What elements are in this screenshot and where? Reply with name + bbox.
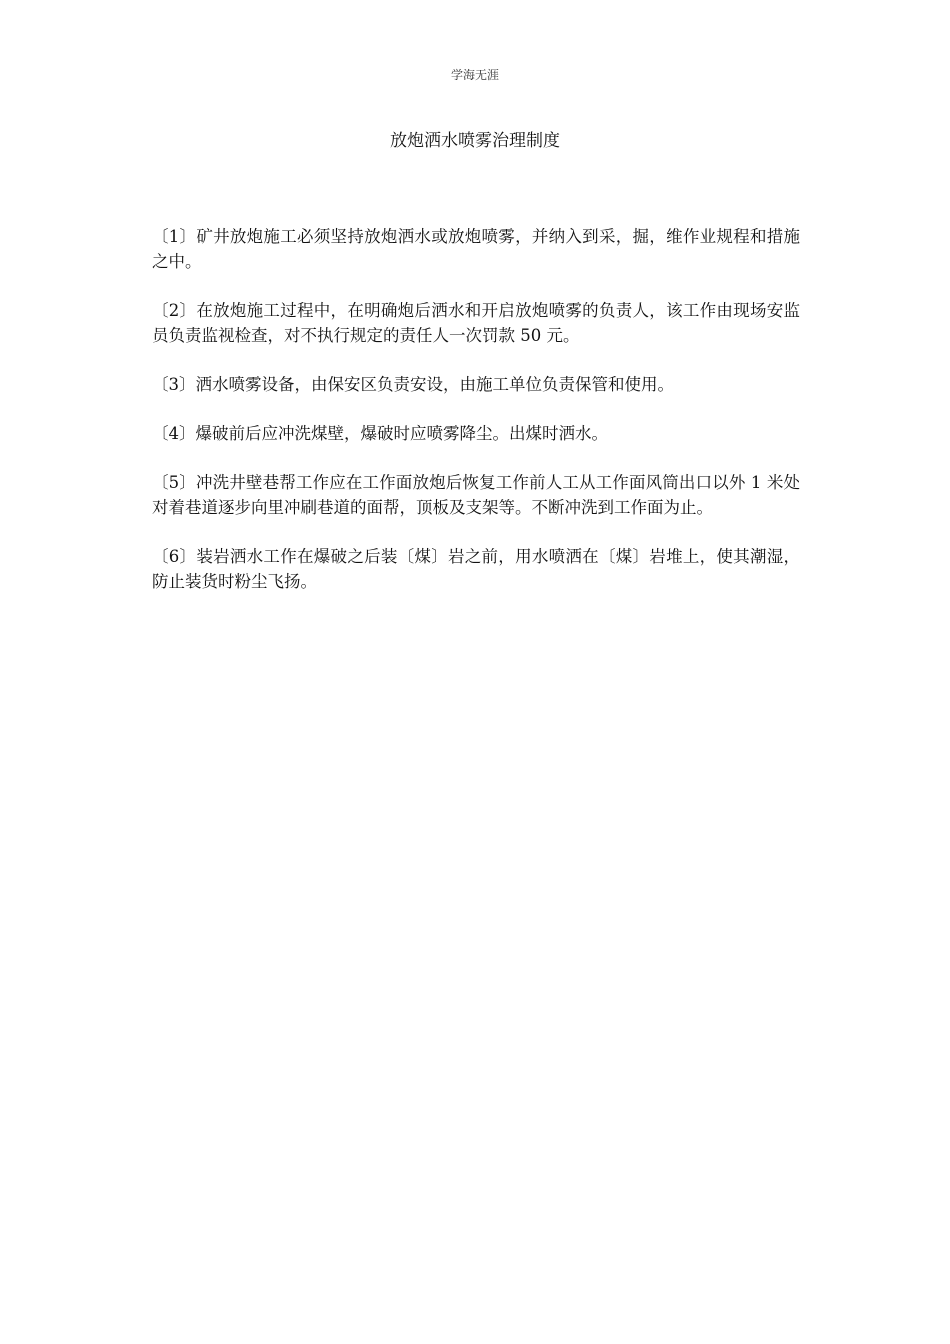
paragraph-6: 〔6〕装岩洒水工作在爆破之后装〔煤〕岩之前，用水喷洒在〔煤〕岩堆上，使其潮湿，防止装货时粉尘飞扬。: [152, 547, 800, 591]
paragraph-5: 〔5〕冲洗井壁巷帮工作应在工作面放炮后恢复工作前人工从工作面风筒出口以外 1 米处对着巷道逐步向里冲刷巷道的面帮，顶板及支架等。不断冲洗到工作面为止。: [152, 473, 800, 517]
document-title: 放炮洒水喷雾治理制度: [390, 131, 560, 151]
paragraph-1: 〔1〕矿井放炮施工必须坚持放炮洒水或放炮喷雾，并纳入到采，掘，维作业规程和措施之中。: [152, 227, 800, 271]
page-header: 学海无涯: [450, 68, 499, 82]
document-body: [152, 224, 800, 618]
paragraph-2: 〔2〕在放炮施工过程中，在明确炮后洒水和开启放炮喷雾的负责人，该工作由现场安监员负责监视检查，对不执行规定的责任人一次罚款 50 元。: [152, 301, 800, 345]
paragraph-3: 〔3〕洒水喷雾设备，由保安区负责安设，由施工单位负责保管和使用。: [152, 375, 674, 394]
paragraph-4: 〔4〕爆破前后应冲洗煤壁，爆破时应喷雾降尘。出煤时洒水。: [152, 424, 608, 443]
